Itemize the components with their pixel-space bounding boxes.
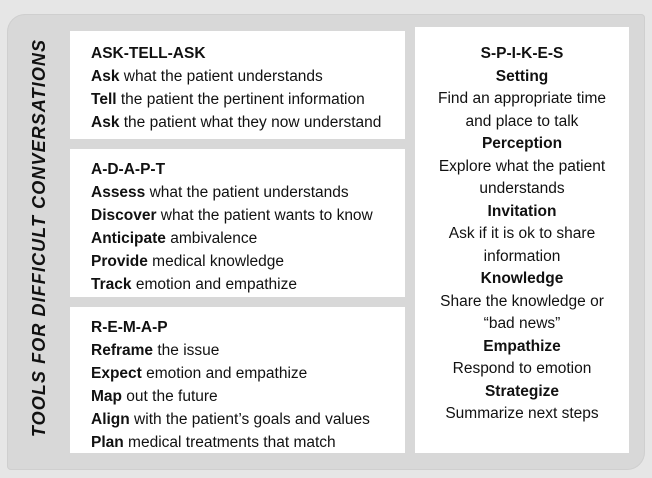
spikes-step-desc: Find an appropriate time xyxy=(437,90,606,107)
spikes-step-desc: information xyxy=(483,247,561,265)
spikes-step-title: Setting xyxy=(495,67,549,85)
adapt-heading: A-D-A-P-T xyxy=(91,161,166,178)
list-item: Discover what the patient wants to know xyxy=(91,207,373,224)
spikes-box xyxy=(415,27,629,453)
list-item: Ask what the patient understands xyxy=(91,68,323,85)
spikes-step-desc: understands xyxy=(479,180,565,197)
list-item: Ask the patient what they now understand xyxy=(91,114,382,131)
list-item: Tell the patient the pertinent information xyxy=(91,91,365,108)
adapt-box xyxy=(70,149,405,297)
spikes-step-desc: “bad news” xyxy=(483,315,561,332)
spikes-step-desc: Explore what the patient xyxy=(438,157,606,175)
spikes-step-title: Perception xyxy=(481,135,563,152)
side-title: TOOLS FOR DIFFICULT CONVERSATIONS xyxy=(29,38,49,438)
ask-tell-ask-heading: ASK-TELL-ASK xyxy=(91,45,206,62)
spikes-step-desc: Ask if it is ok to share xyxy=(448,225,596,242)
spikes-step-title: Empathize xyxy=(483,337,561,355)
list-item: Provide medical knowledge xyxy=(91,253,284,270)
spikes-step-title: Knowledge xyxy=(480,270,564,287)
list-item: Expect emotion and empathize xyxy=(91,365,308,382)
spikes-step-title: Invitation xyxy=(487,202,557,220)
spikes-step-desc: Share the knowledge or xyxy=(440,292,604,310)
list-item: Anticipate ambivalence xyxy=(91,230,258,247)
spikes-heading: S-P-I-K-E-S xyxy=(480,45,564,62)
list-item: Assess what the patient understands xyxy=(91,184,349,201)
list-item: Reframe the issue xyxy=(91,342,220,359)
remap-box xyxy=(70,307,405,453)
spikes-step-desc: Summarize next steps xyxy=(445,405,599,422)
spikes-step-title: Strategize xyxy=(484,382,560,400)
list-item: Track emotion and empathize xyxy=(91,276,297,293)
list-item: Map out the future xyxy=(91,388,218,405)
remap-heading: R-E-M-A-P xyxy=(91,319,168,336)
spikes-step-desc: Respond to emotion xyxy=(452,360,592,377)
list-item: Plan medical treatments that match xyxy=(91,434,336,451)
ask-tell-ask-box xyxy=(70,31,405,139)
list-item: Align with the patient’s goals and values xyxy=(91,411,370,428)
spikes-step-desc: and place to talk xyxy=(465,112,579,130)
